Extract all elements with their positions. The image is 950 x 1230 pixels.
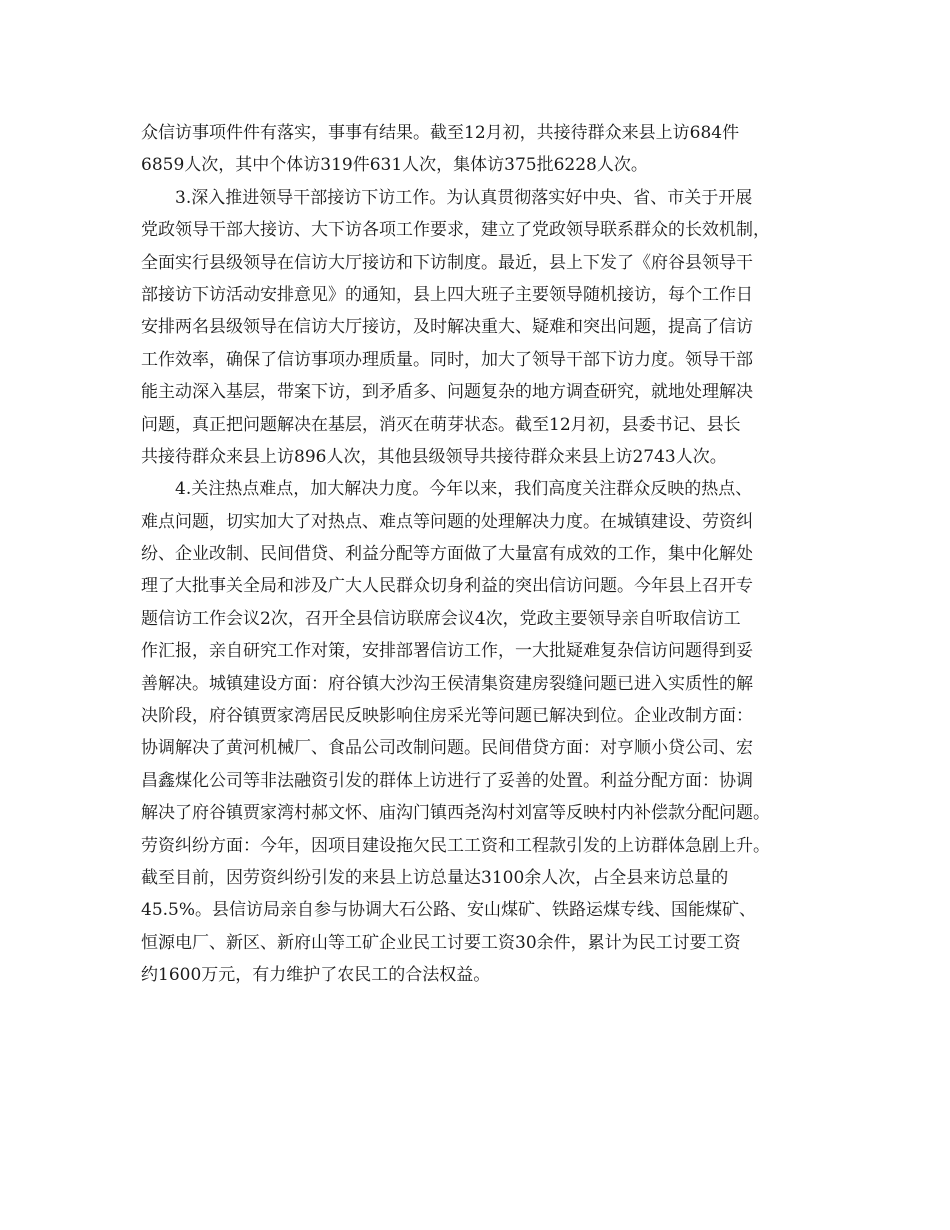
text-line: 恒源电厂、新区、新府山等工矿企业民工讨要工资30余件，累计为民工讨要工资: [141, 932, 741, 953]
text-line: 难点问题，切实加大了对热点、难点等问题的处理解决力度。在城镇建设、劳资纠: [141, 511, 753, 532]
text-line: 理了大批事关全局和涉及广大人民群众切身利益的突出信访问题。今年县上召开专: [141, 576, 753, 597]
text-line: 安排两名县级领导在信访大厅接访，及时解决重大、疑难和突出问题，提高了信访: [141, 317, 753, 338]
text-line: 能主动深入基层，带案下访，到矛盾多、问题复杂的地方调查研究，就地处理解决: [141, 382, 753, 403]
text-line: 3.深入推进领导干部接访下访工作。为认真贯彻落实好中央、省、市关于开展: [175, 187, 753, 208]
text-line: 题信访工作会议2次，召开全县信访联席会议4次，党政主要领导亲自听取信访工: [141, 608, 741, 629]
text-line: 劳资纠纷方面：今年，因项目建设拖欠民工工资和工程款引发的上访群体急剧上升。: [141, 835, 770, 856]
text-line: 党政领导干部大接访、大下访各项工作要求，建立了党政领导联系群众的长效机制，: [141, 220, 770, 241]
text-line: 全面实行县级领导在信访大厅接访和下访制度。最近，县上下发了《府谷县领导干: [141, 252, 753, 273]
text-line: 纷、企业改制、民间借贷、利益分配等方面做了大量富有成效的工作，集中化解处: [141, 544, 753, 565]
text-line: 6859人次，其中个体访319件631人次，集体访375批6228人次。: [141, 155, 648, 176]
text-line: 共接待群众来县上访896人次，其他县级领导共接待群众来县上访2743人次。: [141, 446, 727, 467]
text-line: 决阶段，府谷镇贾家湾居民反映影响住房采光等问题已解决到位。企业改制方面：: [141, 706, 753, 727]
text-line: 昌鑫煤化公司等非法融资引发的群体上访进行了妥善的处置。利益分配方面：协调: [141, 770, 753, 791]
document-body: [141, 117, 831, 992]
text-line: 部接访下访活动安排意见》的通知，县上四大班子主要领导随机接访，每个工作日: [141, 284, 753, 305]
text-line: 解决了府谷镇贾家湾村郝文怀、庙沟门镇西尧沟村刘富等反映村内补偿款分配问题。: [141, 803, 770, 824]
text-line: 工作效率，确保了信访事项办理质量。同时，加大了领导干部下访力度。领导干部: [141, 349, 753, 370]
text-line: 截至目前，因劳资纠纷引发的来县上访总量达3100余人次，占全县来访总量的: [141, 867, 729, 888]
text-line: 问题，真正把问题解决在基层，消灭在萌芽状态。截至12月初，县委书记、县长: [141, 414, 741, 435]
text-line: 4.关注热点难点，加大解决力度。今年以来，我们高度关注群众反映的热点、: [175, 479, 753, 500]
text-line: 善解决。城镇建设方面：府谷镇大沙沟王侯清集资建房裂缝问题已进入实质性的解: [141, 673, 753, 694]
text-line: 作汇报，亲自研究工作对策，安排部署信访工作，一大批疑难复杂信访问题得到妥: [141, 641, 753, 662]
text-line: 45.5%。县信访局亲自参与协调大石公路、安山煤矿、铁路运煤专线、国能煤矿、: [141, 900, 757, 921]
text-line: 协调解决了黄河机械厂、食品公司改制问题。民间借贷方面：对亨顺小贷公司、宏: [141, 738, 753, 759]
text-line: 约1600万元，有力维护了农民工的合法权益。: [141, 965, 491, 986]
text-line: 众信访事项件件有落实，事事有结果。截至12月初，共接待群众来县上访684件: [141, 123, 740, 143]
